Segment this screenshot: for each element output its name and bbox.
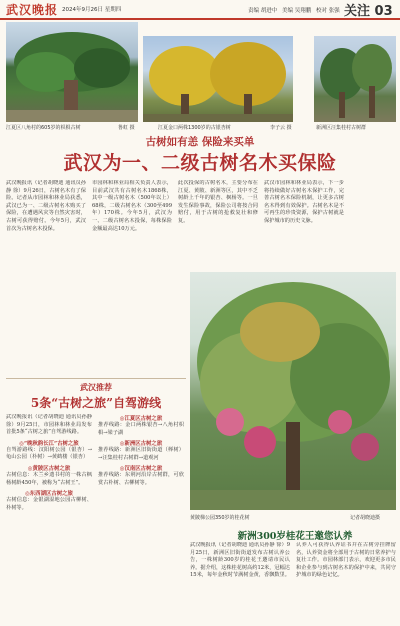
photo-credit: 记者胡晓迪摄 xyxy=(350,515,381,521)
route-text: 推荐线路：金口两株银杏→八角村枳椇→梁子湖 xyxy=(98,422,184,436)
photo-caption: 江夏金口两株1300岁的古银杏树 xyxy=(158,125,231,131)
photo-banyan-tree xyxy=(6,22,138,122)
route-text: 古树信息：木兰乡遗书村的一株古枫杨树龄450年，被称为“古树王”。 xyxy=(6,471,92,486)
routes-column-right xyxy=(98,414,184,624)
photo-caption: 黄陂梯公园350岁的桂花树 xyxy=(190,515,250,521)
route-title: ◎江夏区古树之旅 xyxy=(119,416,163,422)
article-column: 武汉市园林和林业局表示，下一步将持续做好古树名木保护工作，完善古树名木保险机制，让更多古树名木得到有效保护。古树名木是不可再生的珍贵资源，保护古树就是保护城市的历史文脉。 xyxy=(264,180,344,224)
article-column: 市园林和林业局相关负责人表示，目前武汉共有古树名木1868株，其中一级古树名木（500年以上）68株，二级古树名木（300至499年）170株。今年5月，武汉为一、二级古树名木投保，每株保险金额最高达10万元。 xyxy=(92,180,172,232)
editor-credits xyxy=(248,6,343,14)
issue-date: 2024年9月26日 星期四 xyxy=(62,7,122,13)
editor-credit: 美编 吴翔鹏 xyxy=(282,8,312,14)
route-text: 推荐线路：新洲区旧街街道（榉树）→汪集桂村古树群→道观河 xyxy=(98,447,184,461)
routes-column-left xyxy=(6,414,92,624)
story-column: 认养人可获得认养证书并在古树旁挂牌留名，认养资金将全部用于古树的日常养护与复壮工作。市园林部门表示，欢迎更多市民和企业参与到古树名木的保护中来，共同守护城市的绿色记忆。 xyxy=(296,542,396,579)
editor-credit: 校对 张强 xyxy=(316,8,340,14)
photo-caption: 新洲区汪集桂村古树群 xyxy=(316,125,367,131)
article-headline: 武汉为一、二级古树名木买保险 xyxy=(63,152,337,174)
route-title: ◎东西湖区古树之旅 xyxy=(25,491,73,498)
article-column: 此次投保的古树名木，主要分布在江夏、黄陂、新洲等区，其中不乏树龄上千年的银杏、枫杨等。一旦发生保险事故，保险公司将按合同赔付，用于古树的抢救复壮和修复。 xyxy=(178,180,258,224)
story-headline: 新洲300岁桂花王邀您认养 xyxy=(237,531,353,542)
photo-tree-group xyxy=(314,36,396,122)
story-column: 武汉晚报讯（记者胡晓迪 通讯员孙静 徐）9月25日，新洲区旧街街道发布古树认养公告，一株树龄300岁的桂花王邀请市民认养。据介绍，这株桂花树高约12米，冠幅达15米，每年金秋时节满树金黄，香飘数里。 xyxy=(190,542,290,579)
article-column: 武汉晚报讯（记者胡晓迪 通讯员孙静 徐）9月26日，古树名木有了保险。记者从市园林和林业局获悉，武汉已为一、二级古树名木购买了保险，在遭遇风灾等自然灾害时，古树可获得赔付。今年5月，武汉首次为古树名木投保。 xyxy=(6,180,86,232)
photo-osmanthus-tree xyxy=(190,272,396,510)
sub-kicker: 武汉推荐 xyxy=(80,382,112,392)
photo-credit: 李子云 摄 xyxy=(270,125,292,131)
route-title: ◎黄陂区古树之旅 xyxy=(27,465,71,472)
ginkgo-illustration xyxy=(143,36,293,122)
newspaper-logo: 武汉晚报 xyxy=(6,3,59,17)
tree-group-illustration xyxy=(314,36,396,122)
tree-illustration xyxy=(6,22,138,122)
route-title: ◎新洲区古树之旅 xyxy=(119,441,163,448)
divider xyxy=(6,378,186,379)
editor-credit: 责编 胡进中 xyxy=(248,8,278,14)
route-text: 自驾游路线：汉阳树公园（银杏）→龟山公园（朴树）→黄鹤楼（银杏） xyxy=(6,446,92,461)
osmanthus-illustration xyxy=(190,272,396,510)
sub-intro: 武汉晚报讯（记者胡晓迪 通讯员孙静 徐）9月25日，市园林和林业局发布首批5条“古树之旅”自驾游线路。 xyxy=(6,414,92,436)
photo-ginkgo-trees xyxy=(143,36,293,122)
route-title: ◎“晚秋韵长江”古树之旅 xyxy=(19,440,79,447)
article-kicker: 古树如有恙 保险来买单 xyxy=(145,136,255,148)
route-text: 推荐线路：东荆河沿岸古树群，可欣赏古朴树、古柳树等。 xyxy=(98,472,184,486)
route-text: 古树信息：金银湖湿地公园古柳树、朴树等。 xyxy=(6,497,92,511)
section-title: 关注 03 xyxy=(344,4,393,19)
photo-credit: 鲁虹 摄 xyxy=(118,125,135,131)
photo-caption: 江夏区八角村的605岁的枳椇古树 xyxy=(6,125,81,131)
sub-headline: 5条“古树之旅”自驾游线 xyxy=(30,396,162,410)
route-title: ◎汉南区古树之旅 xyxy=(119,466,163,473)
